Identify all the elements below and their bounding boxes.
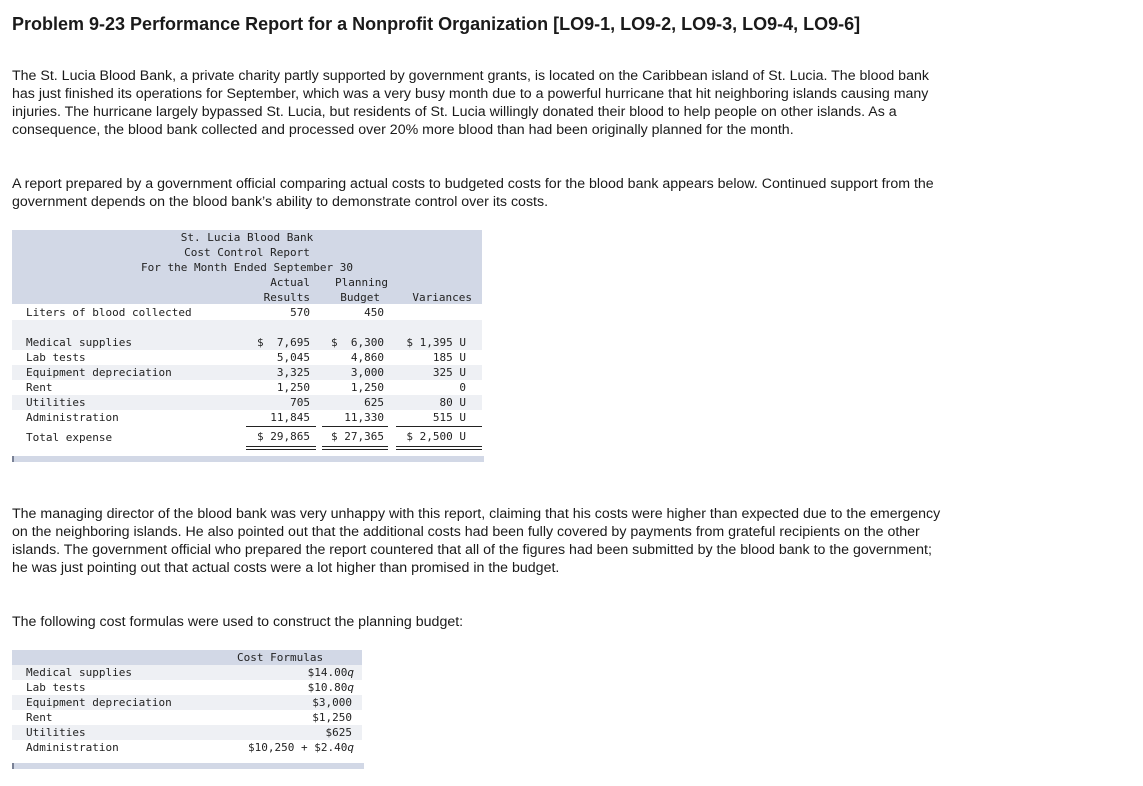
formula-administration: $10,250 + $2.40q [248, 741, 354, 754]
formula-equipment-depreciation: $3,000 [312, 696, 352, 709]
formula-lab-tests: $10.80q [307, 681, 354, 694]
actual-rent: 1,250 [276, 381, 310, 394]
row-label-administration: Administration [26, 411, 119, 424]
cost-control-report [12, 230, 482, 465]
report-name: Cost Control Report [184, 246, 310, 259]
formula-medical-supplies: $14.00q [307, 666, 354, 679]
intro-paragraph: The St. Lucia Blood Bank, a private charity partly supported by government grants, is located on the Caribbean island of St. Lucia. The blood bank has just finished its operations for September, which was a very busy month due to a powerful hurricane that hit neighboring islands causing many injuries. The hurricane largely bypassed St. Lucia, but residents of St. Lucia willingly donated their blood to help people on other islands. As a consequence, the blood bank collected and processed over 20% more blood than had been originally planned for the month. [12, 68, 929, 138]
formula-label-utilities: Utilities [26, 726, 86, 739]
variance-utilities: 80 U [439, 396, 466, 409]
variance-medical-supplies: $ 1,395 U [406, 336, 466, 349]
formula-utilities: $625 [325, 726, 352, 739]
cost-formulas-table [12, 650, 362, 770]
subtotal-rule-budget [322, 426, 388, 427]
actual-administration: 11,845 [270, 411, 310, 424]
col-header-budget-line2: Budget [340, 291, 380, 304]
budget-utilities: 625 [364, 396, 384, 409]
budget-medical-supplies: $ 6,300 [331, 336, 384, 349]
total-variance: $ 2,500 U [406, 430, 466, 443]
variance-equipment-depreciation: 325 U [432, 366, 466, 379]
actual-lab-tests: 5,045 [276, 351, 310, 364]
formula-label-equipment-depreciation: Equipment depreciation [26, 696, 172, 709]
report-band [12, 320, 482, 335]
budget-rent: 1,250 [350, 381, 384, 394]
total-rule-variance-2 [396, 449, 482, 450]
director-response-paragraph: The managing director of the blood bank was very unhappy with this report, claiming that his costs were higher than expected due to the emergency on the neighboring islands. He also pointed out that the additional costs had been fully covered by payments from grateful recipients on the other islands. The government official who prepared the report countered that all of the figures had been submitted by the blood bank to the government; he was just pointing out that actual costs were a lot higher than promised in the budget. [12, 506, 941, 576]
col-header-budget-line1: Planning [335, 276, 388, 289]
formula-rent: $1,250 [312, 711, 352, 724]
report-period: For the Month Ended September 30 [141, 261, 353, 274]
actual-medical-supplies: $ 7,695 [257, 336, 310, 349]
row-label-equipment-depreciation: Equipment depreciation [26, 366, 172, 379]
report-intro-paragraph: A report prepared by a government official comparing actual costs to budgeted costs for the blood bank appears below. Continued support from the government depends on the blood bank’s ability to demonstrate control over its costs. [12, 176, 934, 210]
col-header-variances: Variances [412, 291, 472, 304]
total-rule-actual-2 [246, 449, 316, 450]
col-header-actual-line2: Results [263, 291, 310, 304]
row-label-lab-tests: Lab tests [26, 351, 86, 364]
budget-equipment-depreciation: 3,000 [350, 366, 384, 379]
formulas-header: Cost Formulas [237, 651, 324, 664]
total-rule-actual-1 [246, 446, 316, 447]
total-budget: $ 27,365 [331, 430, 384, 443]
formulas-bottom-bar [12, 763, 364, 769]
report-org-name: St. Lucia Blood Bank [180, 231, 314, 244]
row-label-utilities: Utilities [26, 396, 86, 409]
budget-lab-tests: 4,860 [350, 351, 384, 364]
actual-equipment-depreciation: 3,325 [276, 366, 310, 379]
total-rule-budget-2 [322, 449, 388, 450]
col-header-actual-line1: Actual [270, 276, 310, 289]
total-expense-label: Total expense [26, 431, 113, 444]
subtotal-rule-variance [396, 426, 482, 427]
liters-actual: 570 [290, 306, 310, 319]
total-actual: $ 29,865 [257, 430, 310, 443]
row-label-rent: Rent [26, 381, 53, 394]
liters-budget: 450 [364, 306, 384, 319]
variance-administration: 515 U [432, 411, 466, 424]
row-label-medical-supplies: Medical supplies [26, 336, 132, 349]
formula-label-administration: Administration [26, 741, 119, 754]
formula-label-medical-supplies: Medical supplies [26, 666, 132, 679]
variance-lab-tests: 185 U [432, 351, 466, 364]
formulas-intro-paragraph: The following cost formulas were used to construct the planning budget: [12, 614, 464, 630]
formula-label-rent: Rent [26, 711, 53, 724]
liters-label: Liters of blood collected [26, 306, 192, 319]
variance-rent: 0 [459, 381, 466, 394]
report-bottom-bar [12, 456, 484, 462]
budget-administration: 11,330 [344, 411, 384, 424]
formula-label-lab-tests: Lab tests [26, 681, 86, 694]
actual-utilities: 705 [290, 396, 310, 409]
total-rule-variance-1 [396, 446, 482, 447]
subtotal-rule-actual [246, 426, 316, 427]
problem-title: Problem 9-23 Performance Report for a Nonprofit Organization [LO9-1, LO9-2, LO9-3, LO9-4, LO9-6] [12, 14, 861, 34]
total-rule-budget-1 [322, 446, 388, 447]
